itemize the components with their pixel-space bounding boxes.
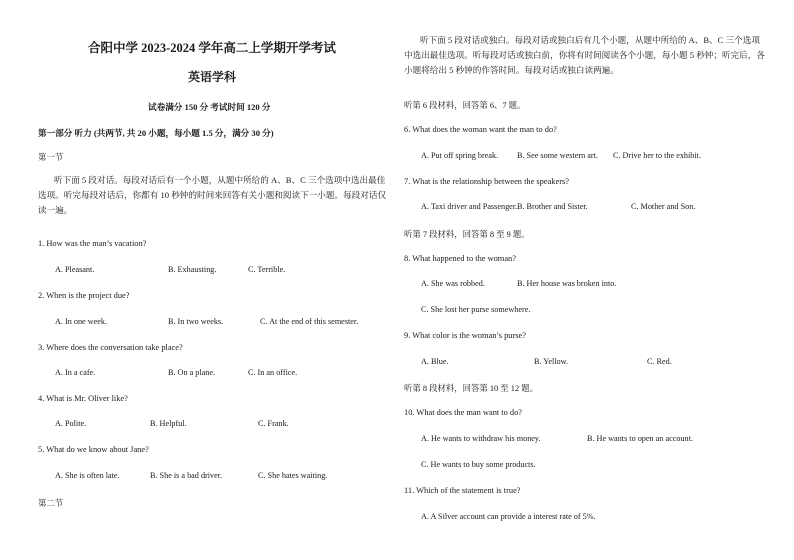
q10-option-b: B. He wants to open an account.: [587, 434, 693, 443]
q3-option-b: B. On a plane.: [168, 368, 216, 377]
q6-option-c: C. Drive her to the exhibit.: [613, 151, 701, 160]
q4-option-c: C. Frank.: [258, 419, 289, 428]
section2-label: 第二节: [38, 499, 64, 508]
q10-option-c: C. He wants to buy some products.: [421, 460, 536, 469]
q2-option-b: B. In two weeks.: [168, 317, 224, 326]
q7-option-a: A. Taxi driver and Passenger.: [421, 202, 518, 211]
part1-heading: 第一部分 听力 (共两节, 共 20 小题，每小题 1.5 分，满分 30 分): [38, 128, 274, 138]
q6-option-b: B. See some western art.: [517, 151, 598, 160]
section2-instructions: 听下面 5 段对话或独白。每段对话或独白后有几个小题，从题中所给的 A、B、C 三个选项中选出最佳选项。听每段对话或独白前，你将有时间阅读各个小题，每小题 5 秒钟；听完后，各小题将给出 5 秒钟的作答时间。每段对话或独白读两遍。: [404, 35, 765, 75]
q5-option-c: C. She hates waiting.: [258, 471, 328, 480]
q3-option-a: A. In a cafe.: [55, 368, 96, 377]
q9-option-a: A. Blue.: [421, 357, 449, 366]
section1-instructions: 听下面 5 段对话。每段对话后有一个小题，从题中所给的 A、B、C 三个选项中选出最佳选项。听完每段对话后，你都有 10 秒钟的时间来回答有关小题和阅读下一小题。每段对话仅读一遍。: [38, 175, 387, 215]
q5-option-b: B. She is a bad driver.: [150, 471, 223, 480]
exam-title: 合阳中学 2023-2024 学年高二上学期开学考试: [88, 41, 336, 55]
score-info: 试卷满分 150 分 考试时间 120 分: [148, 102, 271, 112]
q11-option-a: A. A Silver account can provide a interest rate of 5%.: [421, 512, 596, 521]
q2-option-c: C. At the end of this semester.: [260, 317, 359, 326]
q4-option-a: A. Polite.: [55, 419, 87, 428]
q1-option-b: B. Exhausting.: [168, 265, 217, 274]
q4-option-b: B. Helpful.: [150, 419, 187, 428]
question-5: 5. What do we know about Jane?: [38, 445, 149, 454]
q9-option-c: C. Red.: [647, 357, 672, 366]
question-4: 4. What is Mr. Oliver like?: [38, 394, 128, 403]
q6-option-a: A. Put off spring break.: [421, 151, 499, 160]
heading-material-8: 听第 8 段材料，回答第 10 至 12 题。: [404, 384, 538, 393]
question-2: 2. When is the project due?: [38, 291, 130, 300]
question-11: 11. Which of the statement is true?: [404, 486, 521, 495]
heading-material-7: 听第 7 段材料，回答第 8 至 9 题。: [404, 230, 530, 239]
q10-option-a: A. He wants to withdraw his money.: [421, 434, 541, 443]
q3-option-c: C. In an office.: [248, 368, 298, 377]
q5-option-a: A. She is often late.: [55, 471, 120, 480]
q7-option-c: C. Mother and Son.: [631, 202, 696, 211]
question-6: 6. What does the woman want the man to do?: [404, 125, 557, 134]
q9-option-b: B. Yellow.: [534, 357, 569, 366]
q7-option-b: B. Brother and Sister.: [517, 202, 588, 211]
section1-label: 第一节: [38, 153, 64, 162]
q8-option-b: B. Her house was broken into.: [517, 279, 617, 288]
q1-option-c: C. Terrible.: [248, 265, 286, 274]
heading-material-6: 听第 6 段材料，回答第 6、7 题。: [404, 101, 526, 110]
q1-option-a: A. Pleasant.: [55, 265, 95, 274]
q8-option-c: C. She lost her purse somewhere.: [421, 305, 531, 314]
subject-title: 英语学科: [188, 70, 237, 84]
question-1: 1. How was the man’s vacation?: [38, 239, 147, 248]
q2-option-a: A. In one week.: [55, 317, 108, 326]
question-8: 8. What happened to the woman?: [404, 254, 516, 263]
q8-option-a: A. She was robbed.: [421, 279, 485, 288]
question-10: 10. What does the man want to do?: [404, 408, 522, 417]
question-3: 3. Where does the conversation take place?: [38, 343, 183, 352]
question-9: 9. What color is the woman’s purse?: [404, 331, 526, 340]
question-7: 7. What is the relationship between the speakers?: [404, 177, 569, 186]
